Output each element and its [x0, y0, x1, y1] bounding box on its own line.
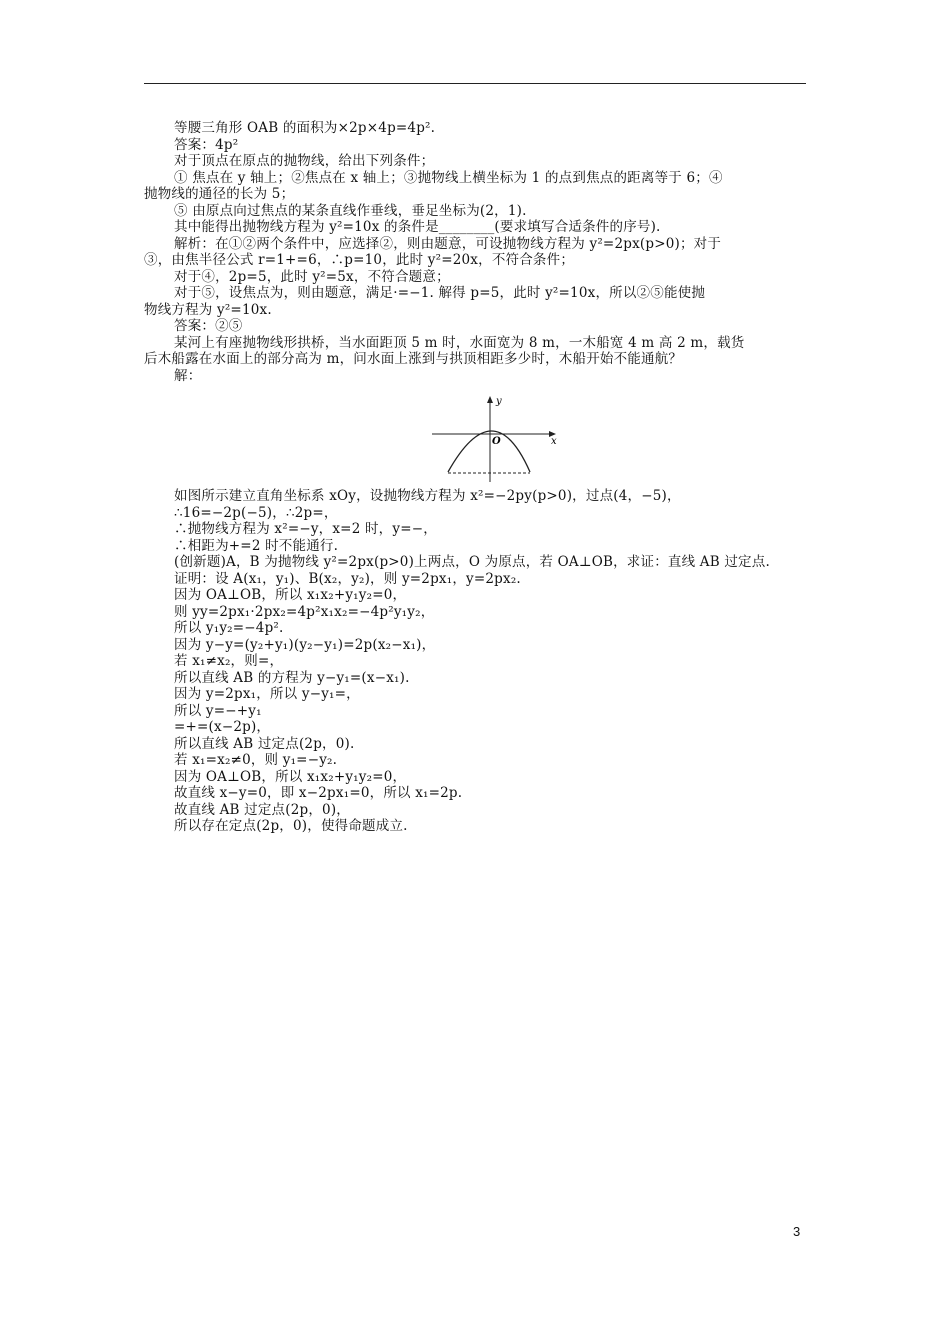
text-line: 物线方程为 y²=10x. — [144, 301, 272, 318]
text-line: 若 x₁=x₂≠0，则 y₁=−y₂. — [174, 752, 338, 768]
text-line: 如图所示建立直角坐标系 xOy，设抛物线方程为 x²=−2py(p>0)，过点(4，−5)， — [174, 488, 681, 504]
text-line: ① 焦点在 y 轴上；②焦点在 x 轴上；③抛物线上横坐标为 1 的点到焦点的距离等于 6；④ — [174, 169, 723, 186]
text-line: ∴16=−2p(−5)，∴2p=， — [174, 504, 338, 521]
text-line: ∴相距为+=2 时不能通行. — [174, 537, 339, 554]
x-label: x — [551, 436, 557, 447]
text-line: 后木船露在水面上的部分高为 m，问水面上涨到与拱顶相距多少时，木船开始不能通航？ — [144, 351, 683, 367]
text-line: 若 x₁≠x₂，则=， — [174, 653, 284, 669]
text-line: 所以 y₁y₂=−4p². — [174, 620, 284, 636]
y-label: y — [496, 396, 502, 407]
y-axis-arrow — [487, 396, 493, 403]
text-line: 答案：②⑤ — [174, 318, 243, 334]
text-line: ∴抛物线方程为 x²=−y，x=2 时，y=−， — [174, 521, 437, 537]
text-line: 因为 OA⊥OB，所以 x₁x₂+y₁y₂=0， — [174, 768, 407, 785]
text-line: 对于④，2p=5，此时 y²=5x，不符合题意； — [174, 268, 450, 285]
text-line: =+=(x−2p)， — [174, 719, 271, 735]
text-line: 故直线 AB 过定点(2p，0)， — [174, 801, 351, 818]
text-line: 则 yy=2px₁·2px₂=4p²x₁x₂=−4p²y₁y₂， — [174, 603, 435, 620]
text-line: 解析：在①②两个条件中，应选择②，则由题意，可设抛物线方程为 y²=2px(p>0)；对于 — [174, 235, 722, 252]
header-rule — [144, 83, 806, 84]
text-line: 故直线 x−y=0，即 x−2px₁=0，所以 x₁=2p. — [174, 785, 463, 801]
text-line: 答案：4p² — [174, 136, 239, 153]
text-line: 对于⑤，设焦点为，则由题意，满足·=−1. 解得 p=5，此时 y²=10x，所以②⑤能使抛 — [174, 285, 706, 301]
text-line: ③，由焦半径公式 r=1+=6，∴p=10，此时 y²=20x，不符合条件； — [144, 252, 575, 268]
text-line: 所以 y=−+y₁ — [174, 702, 262, 719]
text-line: 因为 y=2px₁，所以 y−y₁=， — [174, 686, 360, 702]
text-block-bottom — [174, 488, 814, 835]
origin-label: O — [492, 436, 501, 447]
text-line: 所以直线 AB 过定点(2p，0). — [174, 735, 355, 752]
text-line: 解： — [174, 367, 202, 384]
text-line: ⑤ 由原点向过焦点的某条直线作垂线，垂足坐标为(2，1). — [174, 202, 527, 219]
text-line: 抛物线的通径的长为 5； — [144, 186, 295, 202]
parabola-figure — [428, 394, 560, 486]
page-number: 3 — [793, 1224, 801, 1239]
text-line: 因为 y−y=(y₂+y₁)(y₂−y₁)=2p(x₂−x₁)， — [174, 636, 436, 653]
text-line: 因为 OA⊥OB，所以 x₁x₂+y₁y₂=0， — [174, 587, 407, 603]
text-line: 所以存在定点(2p，0)，使得命题成立. — [174, 818, 408, 834]
text-line: 等腰三角形 OAB 的面积为×2p×4p=4p². — [174, 120, 436, 136]
text-line: (创新题)A，B 为抛物线 y²=2px(p>0)上两点，O 为原点，若 OA⊥OB，求证：直线 AB 过定点. — [174, 554, 770, 570]
text-line: 证明：设 A(x₁，y₁)、B(x₂，y₂)，则 y=2px₁，y=2px₂. — [174, 570, 521, 587]
parabola-curve — [448, 431, 530, 472]
text-line: 其中能得出抛物线方程为 y²=10x 的条件是________(要求填写合适条件的序号). — [174, 219, 661, 235]
text-line: 某河上有座抛物线形拱桥，当水面距顶 5 m 时，水面宽为 8 m，一木船宽 4 m 高 2 m，载货 — [174, 334, 745, 351]
text-line: 对于顶点在原点的抛物线，给出下列条件； — [174, 153, 435, 169]
text-block-top — [144, 120, 814, 384]
text-line: 所以直线 AB 的方程为 y−y₁=(x−x₁). — [174, 669, 410, 686]
